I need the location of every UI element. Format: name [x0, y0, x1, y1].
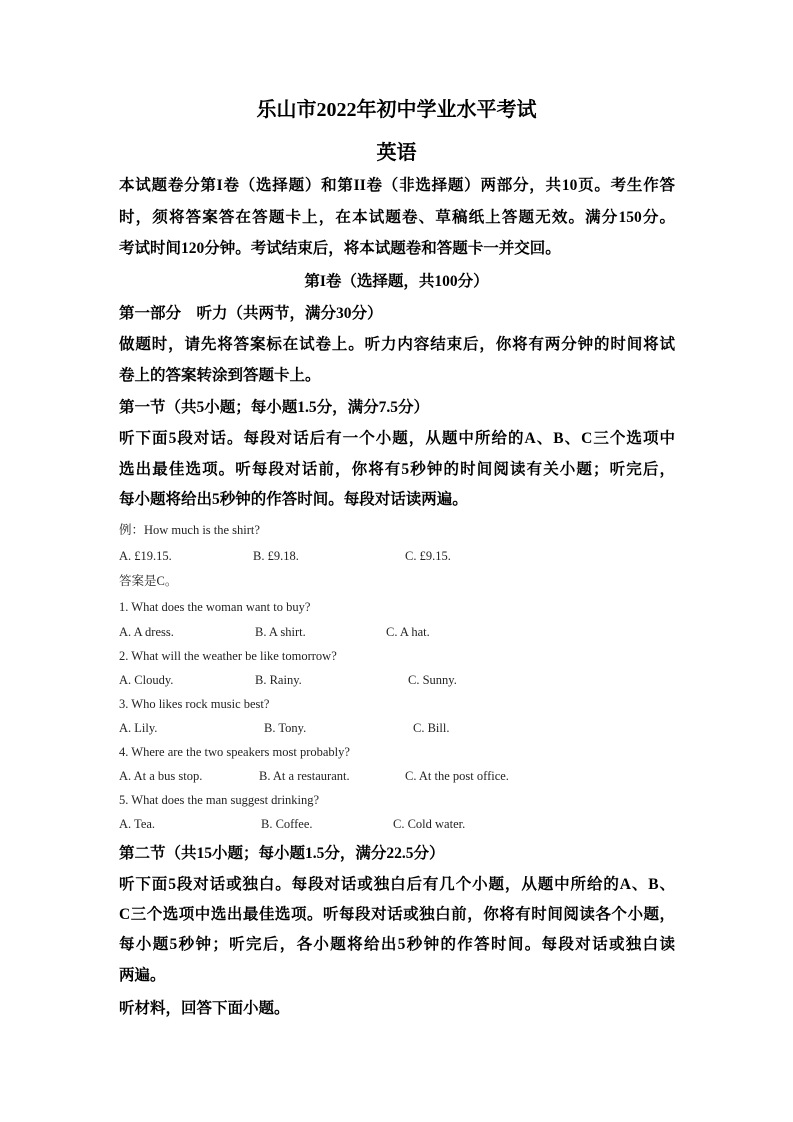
option: B. Rainy. — [255, 673, 302, 687]
question: 4. Where are the two speakers most probably? — [119, 745, 350, 759]
section2-instructions: 两遍。 — [119, 967, 166, 984]
option: B. Tony. — [264, 721, 307, 735]
option: C. Bill. — [413, 721, 450, 735]
question: 5. What does the man suggest drinking? — [119, 793, 320, 807]
option: C. A hat. — [386, 625, 430, 639]
option: B. At a restaurant. — [259, 769, 350, 783]
section1-instructions: 听下面5段对话。每段对话后有一个小题，从题中所给的A、B、C三个选项中 — [119, 430, 675, 447]
section2-instructions: 听下面5段对话或独白。每段对话或独白后有几个小题，从题中所给的A、B、 — [119, 876, 675, 893]
option: A. Tea. — [119, 817, 156, 831]
option: A. Cloudy. — [119, 673, 174, 687]
subject-title: 英语 — [376, 142, 417, 164]
example-question: 例：How much is the shirt? — [119, 523, 260, 537]
option: C. Sunny. — [408, 673, 457, 687]
option: C. Cold water. — [393, 817, 466, 831]
intro-line: 时，须将答案答在答题卡上，在本试题卷、草稿纸上答题无效。满分150分。 — [119, 209, 675, 226]
example-answer: 答案是C。 — [119, 574, 178, 588]
part1-heading: 第一部分 听力（共两节，满分30分） — [119, 305, 383, 322]
intro-line: 考试时间120分钟。考试结束后，将本试题卷和答题卡一并交回。 — [119, 240, 561, 257]
volume1-heading: 第I卷（选择题，共100分） — [304, 273, 489, 290]
example-option: C. £9.15. — [405, 549, 451, 563]
example-option: A. £19.15. — [119, 549, 172, 563]
example-option: B. £9.18. — [253, 549, 299, 563]
part1-instructions: 做题时，请先将答案标在试卷上。听力内容结束后，你将有两分钟的时间将试 — [119, 336, 675, 353]
option: B. A shirt. — [255, 625, 306, 639]
option: C. At the post office. — [405, 769, 509, 783]
section2-heading: 第二节（共15小题；每小题1.5分，满分22.5分） — [119, 845, 445, 862]
question: 3. Who likes rock music best? — [119, 697, 270, 711]
section1-heading: 第一节（共5小题；每小题1.5分，满分7.5分） — [119, 399, 430, 416]
intro-line: 本试题卷分第I卷（选择题）和第II卷（非选择题）两部分，共10页。考生作答 — [119, 177, 675, 194]
part1-instructions: 卷上的答案转涂到答题卡上。 — [119, 367, 321, 384]
option: A. Lily. — [119, 721, 158, 735]
section2-instructions: 每小题5秒钟；听完后，各小题将给出5秒钟的作答时间。每段对话或独白读 — [119, 936, 675, 953]
section2-instructions: C三个选项中选出最佳选项。听每段对话或独白前，你将有时间阅读各个小题， — [119, 906, 675, 923]
exam-title: 乐山市2022年初中学业水平考试 — [256, 99, 537, 121]
question: 2. What will the weather be like tomorrow? — [119, 649, 337, 663]
option: B. Coffee. — [261, 817, 313, 831]
listen-prompt: 听材料，回答下面小题。 — [119, 1000, 290, 1017]
section1-instructions: 每小题将给出5秒钟的作答时间。每段对话读两遍。 — [119, 491, 468, 508]
option: A. At a bus stop. — [119, 769, 203, 783]
question: 1. What does the woman want to buy? — [119, 600, 311, 614]
option: A. A dress. — [119, 625, 174, 639]
section1-instructions: 选出最佳选项。听每段对话前，你将有5秒钟的时间阅读有关小题；听完后， — [119, 461, 675, 478]
